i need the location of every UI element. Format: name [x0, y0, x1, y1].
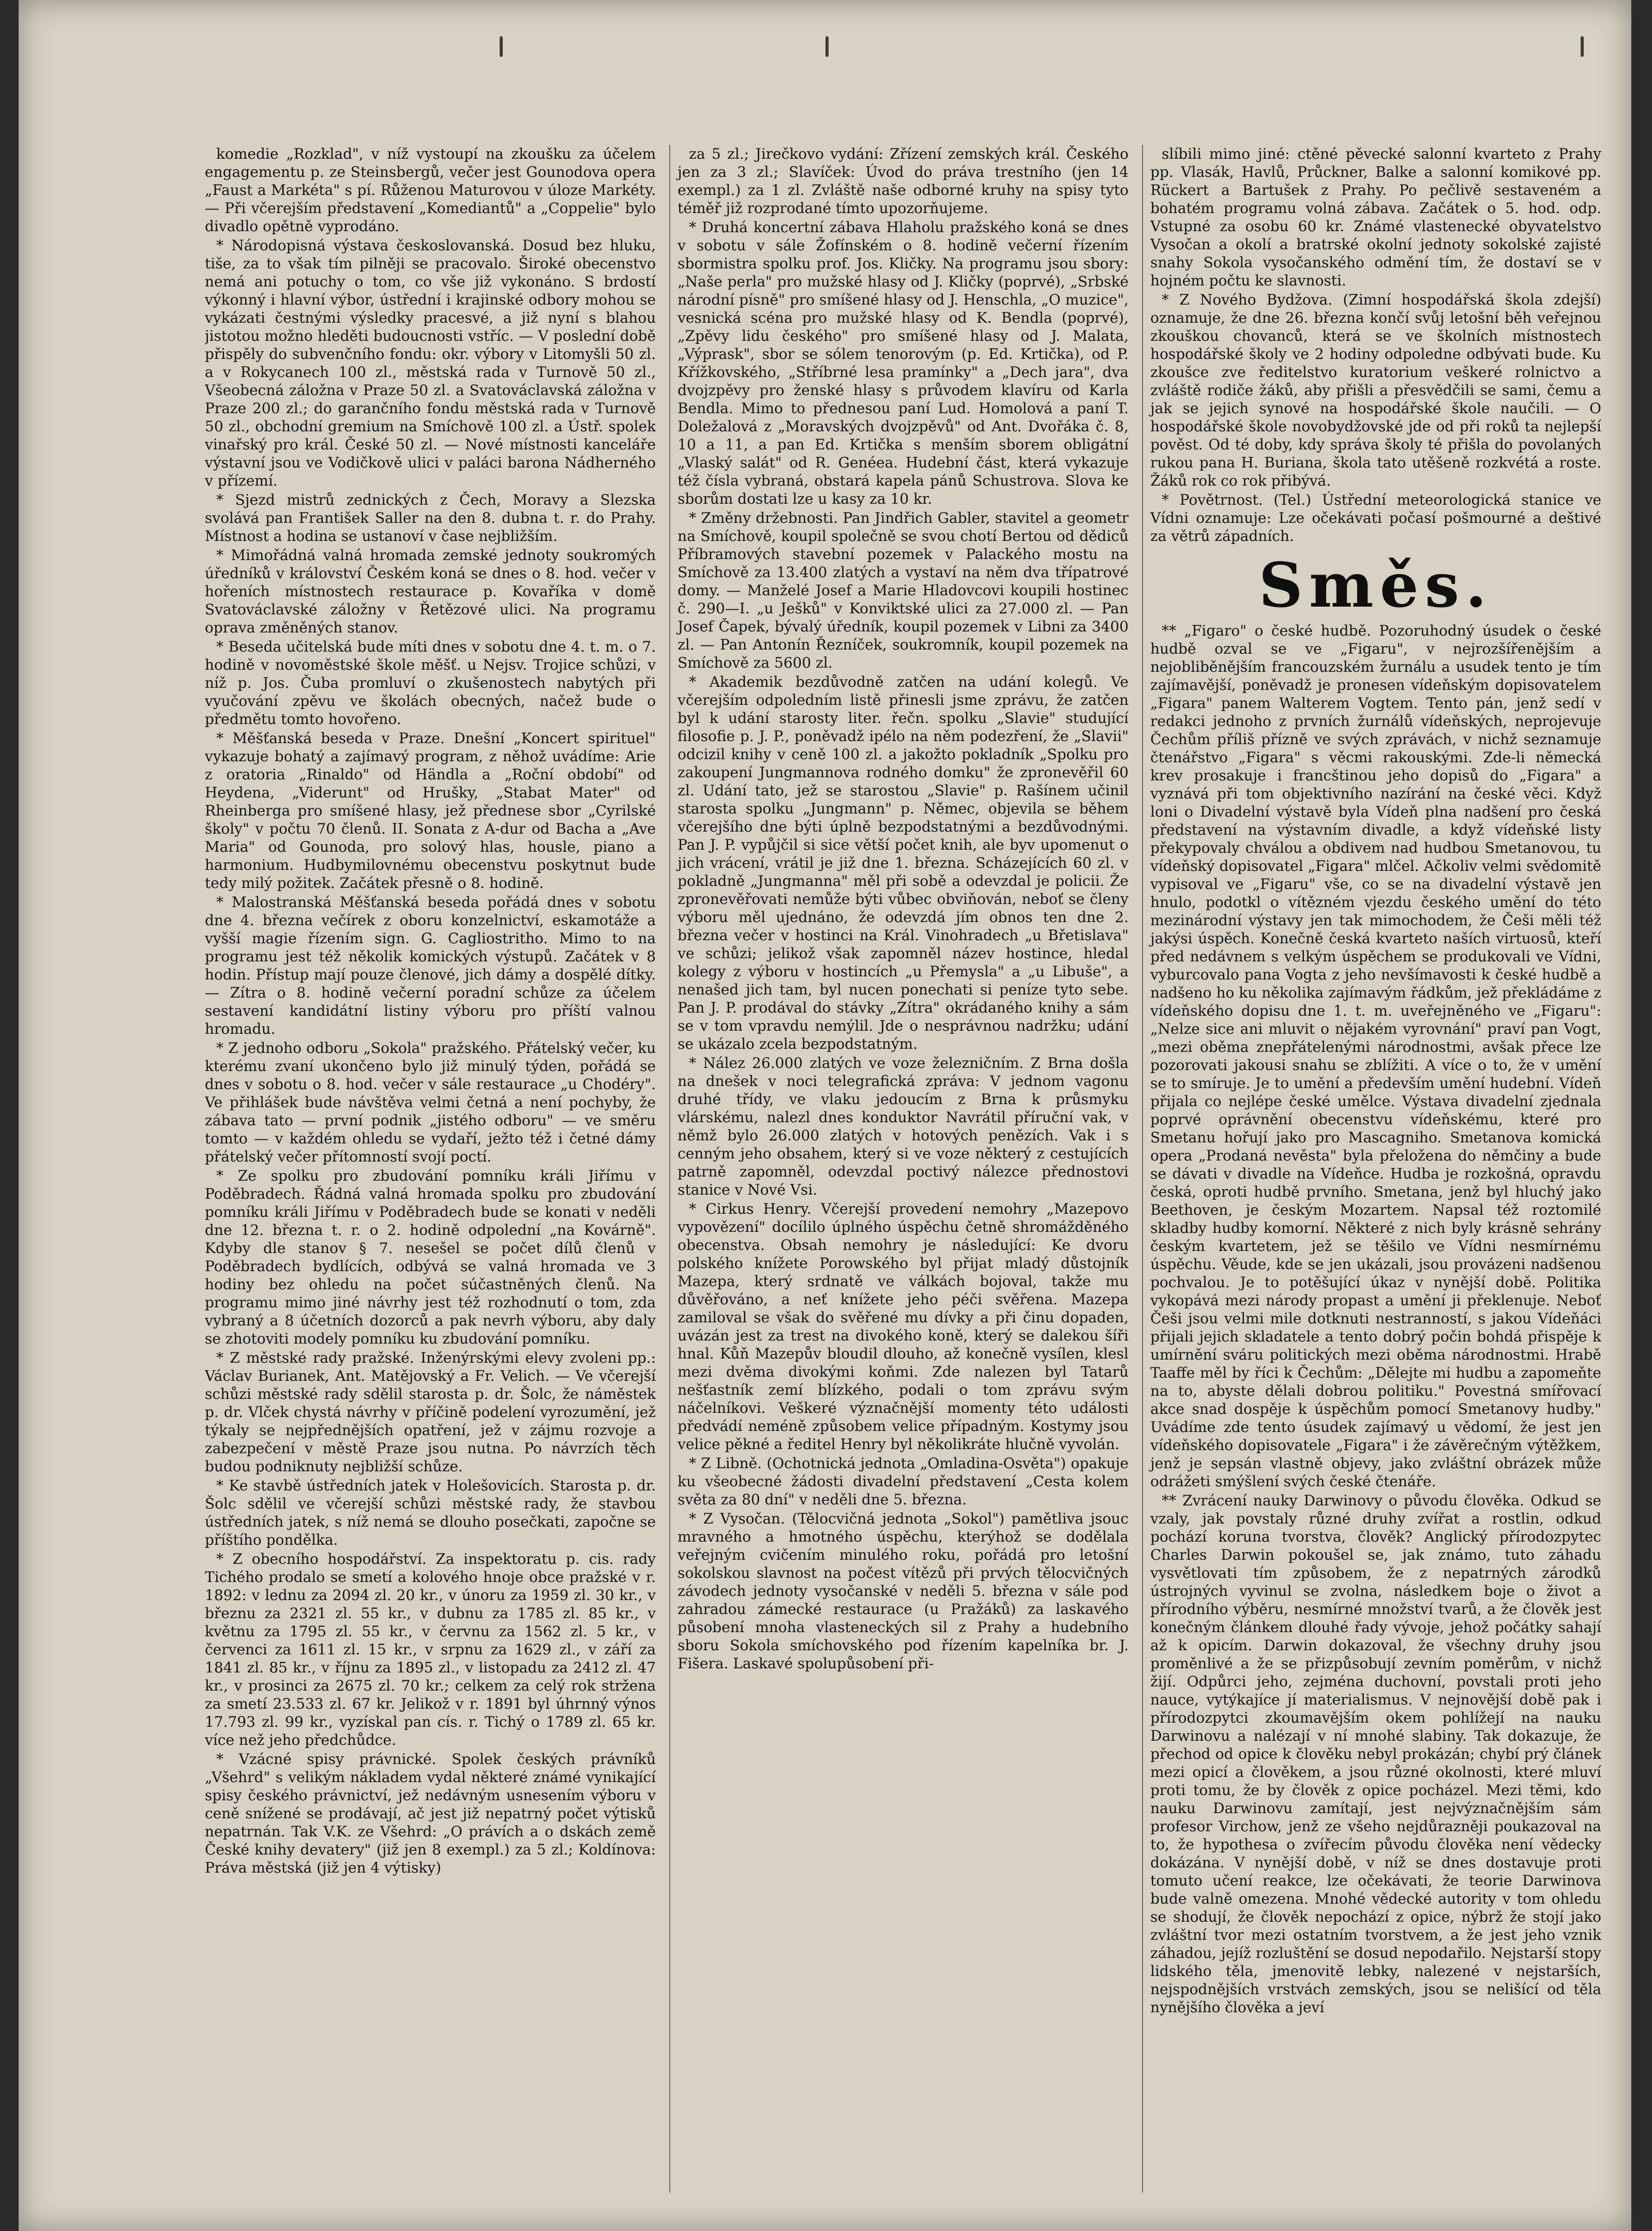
- article-paragraph: * Vzácné spisy právnické. Spolek českých právníků „Všehrd" s velikým nákladem vydal některé známé vynikající spisy českého právnictví, jež nedávným usnesením výboru v ceně snížené se prodávají, ač jest již nepatrný počet výtisků nepatrnán. Tak V.K. ze Všehrd: „O právích a o dskách země České knihy devatery" (již jen 8 exempl.) za 5 zl.; Koldínova: Práva městská (již jen 4 výtisky): [205, 1751, 656, 1876]
- section-heading: Směs.: [1258, 549, 1493, 621]
- article-paragraph: * Měšťanská beseda v Praze. Dnešní „Koncert spirituel" vykazuje bohatý a zajímavý program, z něhož uvádíme: Arie z oratoria „Rinaldo" od Händla a „Roční období" od Heydena, „Viderunt" od Hrušky, „Stabat Mater" od Rheinberga pro smíšené hlasy, jež přednese sbor „Cyrilské školy" v počtu 70 členů. II. Sonata z A-dur od Bacha a „Ave Maria" od Gounoda, pro solový hlas, housle, piano a harmonium. Hudbymilovnému obecenstvu poskytnut bude tedy milý požitek. Začátek přesně o 8. hodině.: [205, 730, 656, 892]
- newspaper-page: [19, 0, 1631, 2231]
- article-paragraph: * Cirkus Henry. Včerejší provedení nemohry „Mazepovo vypovězení" docílilo úplného úspěchu četně shromážděného obecenstva. Obsah nemohry je následující: Ke dvoru polského knížete Porowského byl přijat mladý důstojník Mazepa, který srdnatě ve válkách bojoval, takže mu důvěřováno, a neť knížete jeho péči svěřena. Mazepa zamiloval se však do svěřené mu dívky a při činu dopaden, uvázán jest za trest na divokého koně, který se dalekou šíři hnal. Kůň Mazepův bloudil dlouho, až konečně vysílen, klesl mezi dvěma divokými koňmi. Zde nalezen byl Tatarů nešťastník zemí blízkého, podali o tom zprávu svým náčelníkovi. Veškeré význačnější momenty této události předvádí neméně způsobem velice případným. Kostymy jsou velice pěkné a ředitel Henry byl několikráte hlučně vyvolán.: [678, 1200, 1129, 1453]
- column-1: [205, 145, 656, 2193]
- article-paragraph: * Akademik bezdůvodně zatčen na udání kolegů. Ve včerejším odpoledním listě přinesli jsme zprávu, že zatčen byl k udání starosty liter. řečn. spolku „Slavie" studující filosofie p. J. P., poněvadž ipélo na něm podezření, že „Slavii" odcizil knihy v ceně 100 zl. a jakožto pokladník „Spolku pro zakoupení Jungmannova rodného domku" že zpronevěřil 60 zl. Udání tato, jež se starostou „Slavie" p. Rašínem učinil starosta spolku „Jungmann" p. Němec, objevila se během včerejšího dne býti úplně bezpodstatnými a bezdůvodnými. Pan J. P. vypůjčil si sice větší počet knih, ale byv upomenut o jich vrácení, vrátil je již dne 1. března. Scházejících 60 zl. v pokladně „Jungmanna" měl při sobě a odevzdal je policii. Že zpronevěřovati nemůže býti vůbec obviňován, neboť se členy výboru měl ujednáno, že odevzdá jím obnos ten dne 2. března večer v hostinci na Král. Vinohradech „u Břetislava" ve schůzi; jelikož však zapomněl název hostince, hledal kolegy z výboru v hostincích „u Přemysla" a „u Libuše", a nenašed jich tam, byl nucen ponechati si peníze tyto sebe. Pan J. P. prodával do stávky „Zítra" okrádaného knihy a sám se v tom vpravdu nemýlil. Jde o nesprávnou nadržku; udání se ukázalo zcela bezpodstatným.: [678, 673, 1129, 1052]
- article-paragraph: * Sjezd mistrů zednických z Čech, Moravy a Slezska svolává pan František Saller na den 8. dubna t. r. do Prahy. Místnost a hodina se ustanoví v čase nejbližším.: [205, 491, 656, 545]
- article-paragraph: * Mimořádná valná hromada zemské jednoty soukromých úředníků v království Českém koná se dnes o 8. hod. večer v hořeních místnostech restaurace p. Kovaříka v domě Svatováclavské záložny v Řetězové ulici. Na programu oprava změněných stanov.: [205, 547, 656, 636]
- article-paragraph: * Z Nového Bydžova. (Zimní hospodářská škola zdejší) oznamuje, že dne 26. března končí svůj letošní běh veřejnou zkouškou chovanců, která se ve školních místnostech hospodářské školy ve 2 hodiny odpoledne odbývati bude. Ku zkoušce zve ředitelstvo kuratorium veškeré rolnictvo a zvláště rodiče žáků, aby přišli a přesvědčili se sami, čemu a jak se jejich synové na hospodářské škole naučili. — O hospodářské škole novobydžovské jde od při roků ta nejlepší pověst. Od té doby, kdy správa školy té přišla do povolaných rukou pana H. Buriana, škola tato utěšeně rozkvétá a roste. Žáků rok co rok přibývá.: [1150, 291, 1601, 489]
- column-2: [669, 145, 1129, 2193]
- text-columns: [205, 145, 1601, 2193]
- article-paragraph: * Z obecního hospodářství. Za inspektoratu p. cis. rady Tichého prodalo se smetí a kolového hnoje obce pražské v r. 1892: v lednu za 2094 zl. 20 kr., v únoru za 1959 zl. 30 kr., v březnu za 2321 zl. 55 kr., v dubnu za 1785 zl. 85 kr., v květnu za 1795 zl. 55 kr., v červnu za 1562 zl. 5 kr., v červenci za 1611 zl. 15 kr., v srpnu za 1629 zl., v září za 1841 zl. 85 kr., v říjnu za 1895 zl., v listopadu za 2412 zl. 47 kr., v prosinci za 2675 zl. 70 kr.; celkem za celý rok stržena za smetí 23.533 zl. 67 kr. Jelikož v r. 1891 byl úhrnný výnos 17.793 zl. 99 kr., vyzískal pan cís. r. Tichý o 1789 zl. 65 kr. více než jeho předchůdce.: [205, 1550, 656, 1748]
- article-paragraph: * Změny držebnosti. Pan Jindřich Gabler, stavitel a geometr na Smíchově, koupil společně se svou chotí Bertou od dědiců Příbramových stavební pozemek v Palackého mostu na Smíchově za 13.400 zlatých a vystaví na něm dva třípatrové domy. — Manželé Josef a Marie Hladovcovi koupili hostinec č. 290—I. „u Ješků" v Konviktské ulici za 27.000 zl. — Pan Josef Čapek, bývalý úředník, koupil pozemek v Libni za 3400 zl. — Pan Antonín Řezníček, soukromník, koupil pozemek na Smíchově za 5600 zl.: [678, 509, 1129, 671]
- article-paragraph: slíbili mimo jiné: ctěné pěvecké salonní kvarteto z Prahy pp. Vlasák, Havlů, Průckner, Balke a salonní komikové pp. Rückert a Bartušek z Prahy. Po pečlivě sestaveném a bohatém programu volná zábava. Začátek o 5. hod. odp. Vstupné za osobu 60 kr. Známé vlastenecké obyvatelstvo Vysočan a okolí a bratrské okolní jednoty sokolské zajisté snahy Sokola vysočanského odmění tím, že dostaví se v hojném počtu ke slavnosti.: [1150, 145, 1601, 289]
- article-paragraph: ** „Figaro" o české hudbě. Pozoruhodný úsudek o české hudbě ozval se ve „Figaru", v nejrozšířenějším a nejobliběnějším francouzském žurnálu a usudek tento je tím zajímavější, poněvadž je pronesen vídeňským dopisovatelem „Figara" panem Walterem Vogtem. Tento pán, jenž sedí v redakci jednoho z prvních žurnálů vídeňských, neprojevuje Čechům příliš přízně ve svých zprávách, v nichž seznamuje čtenářstvo „Figara" s věcmi rakouskými. Zde-li německá krev prosakuje i francštinou jeho dopisů do „Figara" a vyznává při tom objektivního nazírání na české věci. Když loni o Divadelní výstavě byla Vídeň plna nadšení pro česká představení na výstavním divadle, a když vídeňské listy překypovaly chválou a obdivem nad hudbou Smetanovou, tu vídeňský dopisovatel „Figara" mlčel. Ačkoliv velmi svědomitě vypisoval ve „Figaru" vše, co se na divadelní výstavě jen hnulo, podotkl o vítězném vjezdu českého umění do této mezinárodní výstavy jen tak mimochodem, že Češi měli též jakýsi úspěch. Konečně česká kvarteto naších virtuosů, kteří před nedávnem s velkým úspěchem se produkovali ve Vídni, vyburcovalo pana Vogta z jeho nevšímavosti k české hudbě a nadšeno ho ku několika zajímavým řádkům, jež překládáme z vídeňského dopisu dne 1. t. m. uveřejněného ve „Figaru": „Nelze sice ani mluvit o nějakém vyrovnání" praví pan Vogt, „mezi oběma znepřátelenými národnostmi, avšak přece lze pozorovati jakousi snahu se zblížiti. A více o to, že v umění se to smíruje. Je to umění a především umění hudební. Vídeň přijala co nejlépe české umělce. Výstava divadelní zjednala poprvé oprávnění obecenstvu vídeňskému, které pro Smetanu hořují jako pro Mascagniho. Smetanova komická opera „Prodaná nevěsta" byla přeložena do němčiny a bude se dávati v divadle na Vídeňce. Hudba je rozkošná, opravdu česká, oproti hudbě prvního. Smetana, jenž byl hluchý jako Beethoven, je českým Mozartem. Napsal též roztomilé skladby hudby komorní. Některé z nich byly krásně sehrány českým kvartetem, jež se těšilo ve Vídni nesmírnému úspěchu. Věude, kde se jen ukázali, jsou provázeni nadšenou pochvalou. Je to potěšující úkaz v nynější době. Politika vykopává mezi národy propast a umění ji překlenuje. Neboť Češi jsou velmi mile dotknuti nestranností, s jakou Vídeňáci přijali jejich skladatele a tento dobrý počin bohdá přispěje k umírnění sváru politických mezi oběma národnostmi. Hrabě Taaffe měl by říci k Čechům: „Dělejte mi hudbu a zapomeňte na to, abyste dělali dobrou politiku." Povestná smířovací akce snad dospěje k úspěchům pomocí Smetanovy hudby." Uvádíme zde tento úsudek zajímavý u vědomí, že jest jen vídeňského dopisovatele „Figara" i že závěrečným výtěžkem, jenž je sepsán vlastně objevy, jako zvláštní obrázek může odrážeti smýšlení svých české čtenáře.: [1150, 622, 1601, 1490]
- scan-mark: [825, 36, 829, 57]
- scan-mark: [1581, 36, 1584, 57]
- article-paragraph: * Z Libně. (Ochotnická jednota „Omladina-Osvěta") opakuje ku všeobecné žádosti divadelní představení „Cesta kolem světa za 80 dní" v neděli dne 5. března.: [678, 1455, 1129, 1508]
- column-3: [1142, 145, 1601, 2193]
- article-paragraph: * Druhá koncertní zábava Hlaholu pražského koná se dnes v sobotu v sále Žofínském o 8. hodině večerní řízením sbormistra spolku prof. Jos. Kličky. Na programu jsou sbory: „Naše perla" pro mužské hlasy od J. Kličky (poprvé), „Srbské národní písně" pro smíšené hlasy od J. Henschla, „O muzice", vesnická scéna pro mužské hlasy od K. Bendla (poprvé), „Zpěvy lidu českého" pro smíšené hlasy od J. Malata, „Výprask", sbor se sólem tenorovým (p. Ed. Krtička), od P. Křížkovského, „Stříbrné lesa pramínky" a „Dech jara", dva dvojzpěvy pro ženské hlasy s průvodem klavíru od Karla Bendla. Mimo to přednesou paní Lud. Homolová a paní T. Doležalová z „Moravských dvojzpěvů" od Ant. Dvořáka č. 8, 10 a 11, a pan Ed. Krtička s menším sborem obligátní „Vlaský salát" od R. Genéea. Hudební část, která vykazuje též čísla vybraná, obstará kapela pánů Schustrova. Slova ke sborům dostati lze u kasy za 10 kr.: [678, 219, 1129, 507]
- article-paragraph: * Ze spolku pro zbudování pomníku králi Jiřímu v Poděbradech. Řádná valná hromada spolku pro zbudování pomníku králi Jiřímu v Poděbradech bude se konati v neděli dne 12. března t. r. o 2. hodině odpolední „na Kovárně". Kdyby dle stanov § 7. nesešel se počet dílů členů v Poděbradech bydlících, odbývá se valná hromada ve 3 hodiny bez ohledu na počet súčastněných členů. Na programu mimo jiné návrhy jest též rozhodnutí o tom, zda vybraný a 8 účetních dozorců a pak nevrh výboru, aby daly se zhotoviti modely pomníku ku zbudování pomníku.: [205, 1167, 656, 1347]
- article-paragraph: * Povětrnost. (Tel.) Ústřední meteorologická stanice ve Vídni oznamuje: Lze očekávati počasí pošmourné a deštivé za větrů západních.: [1150, 491, 1601, 545]
- article-paragraph: * Nález 26.000 zlatých ve voze železničním. Z Brna došla na dnešek v noci telegrafická zpráva: V jednom vagonu druhé třídy, ve vlaku jedoucím z Brna k průsmyku vlárskému, nalezl dnes konduktor Navrátil příruční vak, v němž bylo 26.000 zlatých v hotových penězích. Vak i s cenným jeho obsahem, který si ve voze některý z cestujících patrně zapomněl, odevzdal poctivý nálezce přednostovi stanice v Nové Vsi.: [678, 1054, 1129, 1198]
- article-paragraph: * Beseda učitelská bude míti dnes v sobotu dne 4. t. m. o 7. hodině v novoměstské škole měšť. u Nejsv. Trojice schůzi, v níž p. Jos. Čuba promluví o zkušenostech nabytých při vyučování zpěvu ve školách obecných, načež bude o předmětu tomto hovořeno.: [205, 638, 656, 728]
- article-paragraph: ** Zvrácení nauky Darwinovy o původu člověka. Odkud se vzaly, jak povstaly různé druhy zvířat a rostlin, odkud pochází koruna tvorstva, člověk? Anglický přírodozpytec Charles Darwin pokoušel se, jak známo, tuto záhadu vysvětlovati tím způsobem, že z nepatrných zárodků ústrojných vyvinul se zvolna, následkem boje o život a přírodního výběru, nesmírné množství tvarů, a že člověk jest konečným článkem dlouhé řady vývoje, jehož počátky sahají až k opicím. Darwin dokazoval, že všechny druhy jsou proměnlivé a že se přizpůsobují zevním poměrům, v nichž žijí. Odpůrci jeho, zejména duchovní, povstali proti jeho nauce, vytýkajíce jí materialismus. V nejnovější době pak i přírodozpytci zkoumavějším okem pohlížejí na nauku Darwinovu a nalézají v ní mnohé slabiny. Tak dokazuje, že přechod od opice k člověku nebyl prokázán; chybí prý článek mezi opicí a člověkem, a jsou různé okolnosti, které mluví proti tomu, že by člověk z opice pocházel. Mezi těmi, kdo nauku Darwinovu zamítají, jest nejvýznačnějším sám profesor Virchow, jenž ze všeho nejdůrazněji poukazoval na to, že hypothesa o zvířecím původu člověka není vědecky dokázána. V nynější době, v níž se dnes dostavuje proti tomuto učení reakce, lze očekávati, že teorie Darwinova bude valně omezena. Mnohé vědecké autority v tom ohledu se shodují, že člověk nepochází z opice, nýbrž že stojí jako zvláštní tvor mezi ostatním tvorstvem, a že jest jeho vznik záhadou, jejíž rozluštění se dosud nepodařilo. Nejstarší stopy lidského těla, jmenovitě lebky, nalezené v nejstarších, nejspodnějších vrstvách zemských, jsou se nelišící od těla nynějšího člověka a jeví: [1150, 1492, 1601, 2016]
- article-paragraph: za 5 zl.; Jirečkovo vydání: Zřízení zemských král. Českého jen za 3 zl.; Slavíček: Úvod do práva trestního (jen 14 exempl.) za 1 zl. Zvláště naše odborné kruhy na spisy tyto téměř již rozprodané tímto upozorňujeme.: [678, 145, 1129, 217]
- article-paragraph: * Národopisná výstava českoslovanská. Dosud bez hluku, tiše, za to však tím pilněji se pracovalo. Široké obecenstvo nemá ani potuchy o tom, co vše již vykonáno. S brdostí výkonný i hlavní výbor, ústřední i krajinské odbory mohou se vykázati čestnými výsledky pracesvé, a již nyní s blahou jistotou možno hleděti budoucnosti vstříc. — V poslední době přispěly do subvenčního fondu: okr. výbory v Litomyšli 50 zl. a v Rokycanech 100 zl., městská rada v Turnově 50 zl., Všeobecná záložna v Praze 50 zl. a Svatováclavská záložna v Praze 200 zl.; do garančního fondu městská rada v Turnově 50 zl., obchodní gremium na Smíchově 100 zl. a Ústř. spolek vinařský pro král. České 50 zl. — Nové místnosti kanceláře výstavní jsou ve Vodičkově ulici v paláci barona Nádherného v přízemí.: [205, 237, 656, 489]
- article-paragraph: * Malostranská Měšťanská beseda pořádá dnes v sobotu dne 4. března večírek z oboru konzelnictví, eskamotáže a vyšší magie řízením sign. G. Cagliostritho. Mimo to na programu jest též několik komických výstupů. Začátek v 8 hodin. Přístup mají pouze členové, jich dámy a dospělé dítky. — Zítra o 8. hodině večerní poradní schůze za účelem sestavení kandidátní listiny výboru pro příští valnou hromadu.: [205, 894, 656, 1037]
- article-paragraph: * Ke stavbě ústředních jatek v Holešovicích. Starosta p. dr. Šolc sdělil ve včerejší schůzi městské rady, že stavbou ústředních jatek, s níž nemá se dlouho posečkati, započne se příštího pondělka.: [205, 1477, 656, 1548]
- article-paragraph: * Z městské rady pražské. Inženýrskými elevy zvoleni pp.: Václav Burianek, Ant. Matějovský a Fr. Velich. — Ve včerejší schůzi městské rady sdělil starosta p. dr. Šolc, že náměstek p. dr. Vlček chystá návrhy v příčině podelení vyrozumění, jež týkaly se nejpřednějších opatření, jež v zájmu rozvoje a zabezpečení v městě Praze jsou nutna. Po návrzích těch budou podniknuty nejbližší schůze.: [205, 1349, 656, 1475]
- article-paragraph: * Z Vysočan. (Tělocvičná jednota „Sokol") pamětliva jsouc mravného a hmotného úspěchu, kterýhož se dodělala veřejným cvičením minulého roku, pořádá pro letošní sokolskou slavnost na počest vítězů při prvých tělocvičných závodech jednoty vysočanské v neděli 5. března v sále pod zahradou zámecké restaurace (u Pražáků) za laskavého působení mnoha vlasteneckých sil z Prahy a hudebního sboru Sokola smíchovského pod řízením kapelníka br. J. Fišera. Laskavé spolupůsobení při-: [678, 1510, 1129, 1672]
- scan-mark: [500, 36, 503, 57]
- article-paragraph: komedie „Rozklad", v níž vystoupí na zkoušku za účelem engagementu p. ze Steinsbergů, večer jest Gounodova opera „Faust a Markéta" s pí. Růženou Maturovou v úloze Markéty. — Při včerejším představení „Komediantů" a „Coppelie" bylo divadlo opětně vyprodáno.: [205, 145, 656, 235]
- article-paragraph: * Z jednoho odboru „Sokola" pražského. Přátelský večer, ku kterému zvaní ukončeno bylo již minulý týden, pořádá se dnes v sobotu o 8. hod. večer v sále restaurace „u Chodéry". Ve přihlášek bude návštěva velmi četná a není pochyby, že zábava tato — první podnik „jistého odboru" — ve směru tomto — v každém ohledu se vydaří, ježto též i četné dámy přátelský večer přítomností svojí poctí.: [205, 1039, 656, 1165]
